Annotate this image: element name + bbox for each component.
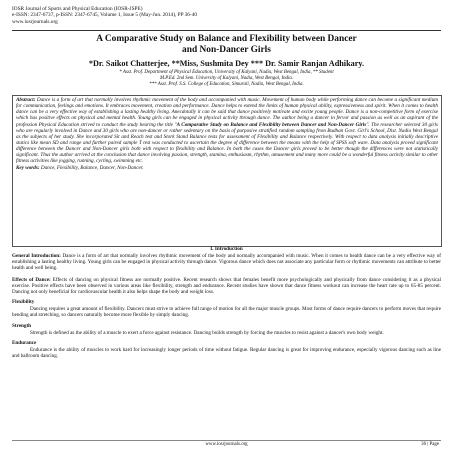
general-introduction-text: Dance is a form of art that normally involves rhythmic movement of the body and normally accompanied with music. When it comes to health dance can be a very effective way of establishing a lasting healthy living. Young girls can be engaged in physical activity through dance. Vigorous dance which does not associate any particular form or rhythmic movements can attribute to better health and well being. [12,253,441,272]
paragraph-flexibility [12,306,441,318]
endurance-text: Endurance is the ability of muscles to work hard for increasingly longer periods of time without fatigue. Regular dancing is great for improving endurance, especially vigorous dancing such as line and ballroom dancing. [12,347,441,360]
affiliation-3: *** Asst. Prof. S.S. College of Education, Simurali, Nadia, West Bengal, India. [149,81,304,87]
paragraph-strength [12,330,441,336]
subheading-strength: Strength [12,322,32,329]
abstract-label: Abstract: [16,97,36,103]
page-number: 36 | Page [421,442,439,447]
footer-rule [12,440,441,441]
section-heading-introduction: I. Introduction [210,246,243,252]
paragraph-endurance [12,347,441,359]
affiliation-1: * Asst. Prof. Department of Physical Education, University of Kalyani, Nadia, West Bengal, India, ** Student [119,70,334,75]
strength-text: Strength is defined as the ability of a muscle to exert a force against resistance. Dancing builds strength by forcing the muscles to resist against a dancer's own body weight. [30,329,384,336]
keywords [16,165,438,171]
body-text [12,246,441,359]
paragraph-effects-of-dance [12,277,441,295]
abstract-study-title: A Comparative Study on Balance and Flexibility between Dancer and Non-Dancer Girls [176,121,367,128]
keywords-label: Key words: [16,165,40,172]
abstract-body: Dance is a form of art that normally involves rhythmic movement of the body and accompanied with music. Movement of human body while performing dance can become a significant medium for communication, feelings and emotions. It embraces movement, creation and performance. Dance helps to extend the limits of human physical ability, expressiveness and spirit. When it comes to health dance can be a very effective way of establishing a lasting healthy living. Anecdotally it can be said that dance positively motivate and excite young people. Dance is a non-competitive form of exercise which has positive effects on physical and mental health. Young girls can be engaged in physical activity through dance. The author being a dancer in fervor and passion as well as an aspirant of the profession Physical Education strived to conduct the study bearing the title " [16,97,438,128]
keywords-list: Dance, Flexibility, Balance, Dancer, Non-Dancer. [40,165,144,172]
paper-title [12,34,441,56]
flexibility-text: Dancing requires a great amount of flexibility. Dancers must strive to achieve full range of motion for all the major muscle groups. Most forms of dance require dancers to perform moves that require bending and stretching, so dancers naturally become more flexible by simply dancing. [12,306,441,319]
subheading-endurance: Endurance [12,339,37,346]
affiliations [12,70,441,88]
title-line-1: A Comparative Study on Balance and Flexibility between Dancer [96,34,357,44]
footer-url: www.iosrjournals.org [205,442,248,447]
abstract-box [12,95,442,247]
journal-header [12,6,442,25]
affiliation-2: M.P.Ed. 2nd Sem. University of Kalyani, Nadia, West Bengal, India. [160,75,293,81]
effects-text: Effects of dancing on physical fitness are normally positive. Recent research shows that females benefit more psychologically and physically from dance considering it as a physical exercise. Positive effects have been observed in various areas like flexibility, strength and endurance. Recent studies have shown that dance fitness workout can increase the heart rate up to 65-85 percent. Dancing not only beneficial for cardiovascular health it also helps shape the body and weight loss. [12,276,441,295]
header-rule [12,30,441,31]
journal-url: www.iosrjournals.org [12,18,58,25]
general-introduction-label: General Introduction: [12,253,61,260]
journal-name: IOSR Journal of Sports and Physical Education (IOSR-JSPE) [12,6,143,12]
title-line-2: and Non-Dancer Girls [182,45,271,55]
paragraph-general-introduction [12,253,441,271]
effects-label: Effects of Dance: [12,276,51,283]
author-list: *Dr. Saikot Chatterjee, **Miss, Sushmita Dey *** Dr. Samir Ranjan Adhikary. [88,59,365,68]
abstract-text [16,97,438,164]
abstract-body-continued: ". The researcher selected 30 girls who are regularly involved in Dance and 30 girls who are non-dancer or rather sedentary on the basis of purposive stratified random sampling from Budhan Govt. Girl's School, Dist. Nadia West Bengal as the subjects of her study. She incorporated Sit and Reach test and Stork Stand Balance tests for assessment of Flexibility and Balance respectively. With respect to data analysis initially descriptive statics like mean SD and range and further paired sample T test was conducted to ascertain the degree of difference between the means with the help of SPSS soft ware. Data analysis proved significant difference between the Dancer and Non-Dancer girls both with respect to flexibility and Balance. In both the cases the Dancer girls proved to be better though the differences were not statistically significant. Thus the author arrived at the conclusion that dance involving passion, strength, stamina, enthusiasm, rhythm, amusement and many more could be a wonderful fitness activity similar to other fitness activities like jogging, running, cycling, swimming etc. [16,121,438,165]
journal-issn: e-ISSN: 2347-6737, p-ISSN: 2347-6745, Volume 1, Issue 5 (May-Jun. 2014), PP 36-40 [12,12,197,19]
subheading-flexibility: Flexibility [12,299,35,306]
